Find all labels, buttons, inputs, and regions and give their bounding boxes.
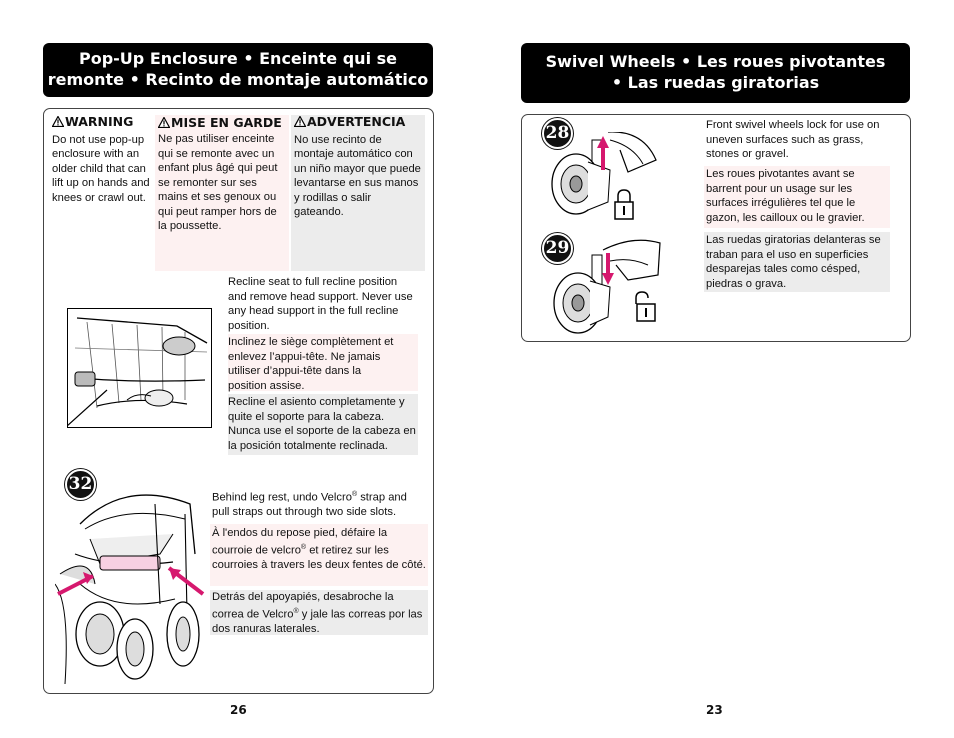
recline-illustration [67, 308, 212, 428]
warning-triangle-icon [158, 117, 170, 128]
warning-es-text: No use recinto de montaje automático con un niño mayor que puede levantarse en sus manos y rodillas o salir gateando. [294, 133, 421, 218]
warning-es-heading: ADVERTENCIA [307, 114, 406, 129]
warning-en-text: Do not use pop-up enclosure with an older child that can lift up on hands and knees or crawl out. [52, 133, 150, 204]
warning-fr-heading: MISE EN GARDE [171, 115, 282, 130]
recline-en-text: Recline seat to full recline position and remove head support. Never use any head support in the full recline position. [228, 276, 413, 332]
right-header [521, 43, 910, 103]
swivel-es [704, 232, 890, 292]
warning-fr-text: Ne pas utiliser enceinte qui se remonte avec un enfant plus âgé qui peut se remonter sur ses mains et ses genoux ou qui peut ramper hors de la poussette. [158, 133, 278, 232]
warning-en [52, 115, 150, 205]
right-header-line2: • Las ruedas giratorias [611, 73, 820, 92]
step-32-badge: 32 [65, 469, 96, 500]
step-32-en [212, 488, 426, 520]
recline-fr [228, 334, 418, 391]
warning-es [291, 115, 425, 271]
lock-closed-icon [614, 188, 634, 220]
warning-triangle-icon [52, 116, 64, 127]
warning-fr [155, 115, 289, 271]
step-29-badge: 29 [542, 233, 573, 264]
step-32-es-post: y jale las correas por las dos ranuras laterales. [212, 608, 423, 635]
left-page-number: 26 [230, 703, 247, 717]
warning-en-heading: WARNING [65, 114, 134, 129]
registered-mark: ® [300, 543, 307, 551]
right-header-line1: Swivel Wheels • Les roues pivotantes [545, 52, 886, 71]
lock-open-icon [632, 290, 658, 322]
recline-es [228, 394, 418, 455]
registered-mark: ® [351, 491, 358, 498]
wheel-lock-illustration [548, 132, 663, 227]
leg-rest-illustration [55, 484, 205, 690]
swivel-en-text: Front swivel wheels lock for use on uneven surfaces such as grass, stones or gravel. [706, 119, 880, 160]
step-32-es-pre: Detrás del apoyapiés, desabroche la correa de Velcro [212, 591, 394, 621]
recline-fr-text: Inclinez le siège complètement et enlevez l’appui-tête. Ne jamais utiliser d’appui-tête dans la position assise. [228, 336, 394, 392]
left-header-line2: remonte • Recinto de montaje automático [47, 70, 429, 89]
registered-mark: ® [293, 607, 299, 615]
recline-es-text: Recline el asiento completamente y quite el soporte para la cabeza. Nunca use el soporte de la cabeza en la posición totalmente reclinada. [228, 396, 416, 452]
left-header-line1: Pop-Up Enclosure • Enceinte qui se [78, 49, 397, 68]
recline-en [228, 275, 416, 333]
swivel-fr-text: Les roues pivotantes avant se barrent pour un usage sur les surfaces irrégulières tel que le gazon, les cailloux ou le gravier. [706, 168, 865, 224]
step-32-fr-post: et retirez sur les courroies à travers les deux fentes de côté. [212, 544, 426, 571]
step-32-fr-pre: À l'endos du repose pied, défaire la courroie de velcro [212, 527, 388, 557]
swivel-fr [704, 166, 890, 228]
swivel-en [706, 118, 894, 162]
step-32-es [210, 590, 428, 635]
step-32-en-pre: Behind leg rest, undo Velcro [212, 491, 352, 504]
swivel-es-text: Las ruedas giratorias delanteras se traban para el uso en superficies desparejas tales como césped, piedras o grava. [706, 234, 881, 290]
step-32-fr [210, 524, 428, 586]
warning-triangle-icon [294, 116, 306, 127]
step-28-badge: 28 [542, 118, 573, 149]
right-page-number: 23 [706, 703, 723, 717]
left-header [43, 43, 433, 97]
step-32-en-post: strap and pull straps out through two side slots. [212, 491, 407, 519]
